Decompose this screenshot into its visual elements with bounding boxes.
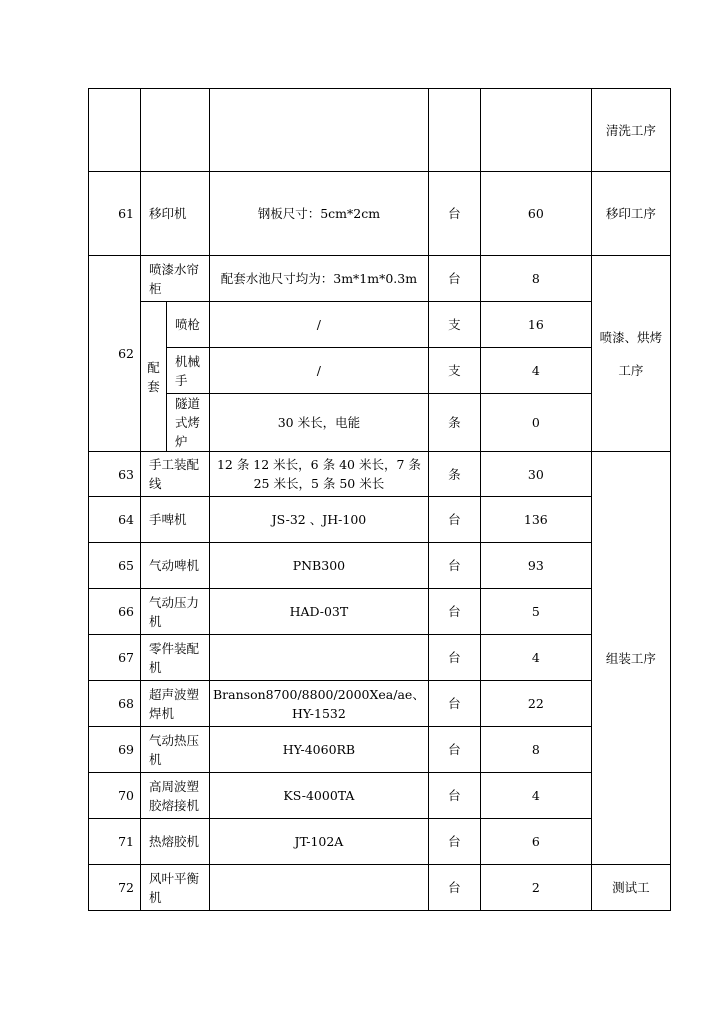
equipment-name: 气动啤机: [141, 543, 210, 589]
row-number: 61: [89, 172, 141, 256]
sub-equipment-unit: 支: [428, 348, 480, 394]
process-pad-print: 移印工序: [591, 172, 670, 256]
equipment-name: 气动热压机: [141, 727, 210, 773]
sub-equipment-spec: 30 米长，电能: [210, 394, 429, 452]
equipment-spec: 配套水池尺寸均为：3m*1m*0.3m: [210, 256, 429, 302]
equipment-name: 气动压力机: [141, 589, 210, 635]
equipment-unit: 台: [428, 727, 480, 773]
equipment-spec: 12 条 12 米长，6 条 40 米长，7 条 25 米长，5 条 50 米长: [210, 452, 429, 497]
equipment-spec: HY-4060RB: [210, 727, 429, 773]
equipment-spec: KS-4000TA: [210, 773, 429, 819]
sub-equipment-qty: 0: [480, 394, 591, 452]
row-number: 69: [89, 727, 141, 773]
table-row: [89, 452, 671, 497]
equipment-qty: 136: [480, 497, 591, 543]
equipment-spec: PNB300: [210, 543, 429, 589]
equipment-spec: HAD-03T: [210, 589, 429, 635]
row-number: 64: [89, 497, 141, 543]
equipment-spec: [210, 865, 429, 911]
equipment-spec: Branson8700/8800/2000Xea/ae、HY-1532: [210, 681, 429, 727]
row-number: 65: [89, 543, 141, 589]
table-row: [89, 819, 671, 865]
equipment-name: 超声波塑焊机: [141, 681, 210, 727]
sub-equipment-qty: 16: [480, 302, 591, 348]
sub-equipment-unit: 支: [428, 302, 480, 348]
equipment-name: 手啤机: [141, 497, 210, 543]
process-spray: 喷漆、烘烤工序: [591, 256, 670, 452]
equipment-unit: 条: [428, 452, 480, 497]
table-row: [89, 773, 671, 819]
equipment-unit: 台: [428, 773, 480, 819]
row-number: 62: [89, 256, 141, 452]
equipment-unit: 台: [428, 681, 480, 727]
row-number: 68: [89, 681, 141, 727]
equipment-unit: 台: [428, 819, 480, 865]
table-row: [89, 348, 671, 394]
process-clean: 清洗工序: [591, 89, 670, 172]
equipment-qty: 8: [480, 727, 591, 773]
equipment-qty: 5: [480, 589, 591, 635]
equipment-spec: [210, 89, 429, 172]
equipment-unit: 台: [428, 497, 480, 543]
table-row: [89, 302, 671, 348]
equipment-qty: 93: [480, 543, 591, 589]
row-number: 66: [89, 589, 141, 635]
row-number: 72: [89, 865, 141, 911]
sub-equipment-name: 隧道式烤炉: [167, 394, 210, 452]
equipment-name: [141, 89, 210, 172]
table-row: [89, 635, 671, 681]
equipment-name: 手工装配线: [141, 452, 210, 497]
row-number: 63: [89, 452, 141, 497]
equipment-qty: [480, 89, 591, 172]
equipment-unit: 台: [428, 865, 480, 911]
equipment-unit: 台: [428, 256, 480, 302]
equipment-spec: 钢板尺寸：5cm*2cm: [210, 172, 429, 256]
sub-equipment-spec: /: [210, 348, 429, 394]
table-row: [89, 497, 671, 543]
table-row: [89, 865, 671, 911]
table-row: [89, 172, 671, 256]
equipment-spec: JT-102A: [210, 819, 429, 865]
equipment-unit: 台: [428, 589, 480, 635]
equipment-qty: 2: [480, 865, 591, 911]
table-row: [89, 89, 671, 172]
equipment-qty: 60: [480, 172, 591, 256]
equipment-name: 风叶平衡机: [141, 865, 210, 911]
equipment-table: [88, 88, 671, 911]
equipment-qty: 4: [480, 635, 591, 681]
table-row: [89, 543, 671, 589]
equipment-qty: 8: [480, 256, 591, 302]
equipment-unit: 台: [428, 543, 480, 589]
equipment-qty: 22: [480, 681, 591, 727]
table-row: [89, 394, 671, 452]
table-row: [89, 589, 671, 635]
equipment-unit: 台: [428, 172, 480, 256]
equipment-spec: JS-32 、JH-100: [210, 497, 429, 543]
equipment-name: 移印机: [141, 172, 210, 256]
sub-equipment-unit: 条: [428, 394, 480, 452]
equipment-qty: 4: [480, 773, 591, 819]
equipment-unit: [428, 89, 480, 172]
sub-equipment-qty: 4: [480, 348, 591, 394]
process-test: 测试工: [591, 865, 670, 911]
peitao-label: 配套: [141, 302, 167, 452]
equipment-unit: 台: [428, 635, 480, 681]
process-assembly: 组装工序: [591, 452, 670, 865]
equipment-spec: [210, 635, 429, 681]
equipment-qty: 30: [480, 452, 591, 497]
equipment-qty: 6: [480, 819, 591, 865]
equipment-name: 热熔胶机: [141, 819, 210, 865]
equipment-name: 喷漆水帘柜: [141, 256, 210, 302]
table-row: [89, 727, 671, 773]
table-row: [89, 256, 671, 302]
row-number: [89, 89, 141, 172]
equipment-name: 零件装配机: [141, 635, 210, 681]
sub-equipment-name: 机械手: [167, 348, 210, 394]
equipment-name: 高周波塑胶熔接机: [141, 773, 210, 819]
row-number: 71: [89, 819, 141, 865]
table-row: [89, 681, 671, 727]
sub-equipment-spec: /: [210, 302, 429, 348]
row-number: 67: [89, 635, 141, 681]
sub-equipment-name: 喷枪: [167, 302, 210, 348]
row-number: 70: [89, 773, 141, 819]
